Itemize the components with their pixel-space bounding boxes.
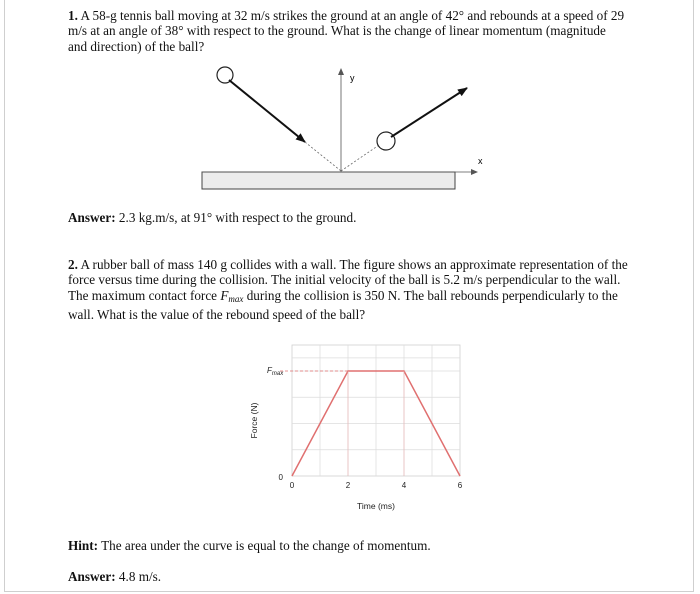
problem-2-hint (68, 538, 628, 553)
problem-1-number: 1. (68, 8, 78, 23)
problem-1-text (68, 8, 628, 54)
x-tick-label: 2 (345, 481, 351, 490)
fmax-subscript: max (228, 293, 244, 304)
x-axis-label: x (478, 156, 483, 166)
fmax-axis-label: $F_{max}$ (267, 366, 284, 377)
outgoing-path-dashed (341, 143, 382, 171)
problem-1-answer (68, 210, 628, 225)
answer-2-value: 4.8 m/s. (115, 569, 162, 584)
problem-2-text (68, 257, 628, 323)
outgoing-ball (377, 132, 395, 150)
incoming-path-dashed (305, 142, 341, 171)
x-axis-title: Time (ms) (357, 501, 395, 511)
problem-1-body: A 58-g tennis ball moving at 32 m/s strikes the ground at an angle of 42° and rebounds at a speed of 29 m/s at an angle of 38° with respect to the ground. What is the change of linear momentum (magnitude and direction) of the ball? (68, 8, 625, 54)
ground-block (202, 172, 455, 189)
problem-2-answer (68, 569, 628, 584)
hint-label: Hint: (68, 538, 99, 553)
fmax-symbol: F (220, 287, 229, 303)
answer-2-label: Answer: (68, 569, 116, 584)
force-time-chart (240, 340, 480, 520)
answer-1-label: Answer: (68, 210, 116, 225)
hint-text: The area under the curve is equal to the change of momentum. (98, 538, 431, 553)
chart-grid (292, 345, 460, 476)
y-tick-0: 0 (278, 473, 283, 482)
answer-1-value: 2.3 kg.m/s, at 91° with respect to the ground. (115, 210, 357, 225)
problem-2-body-start: A rubber ball of mass 140 g collides with a wall. The figure shows an approximate representation of the force versus time during the collision. The initial velocity of the ball is 5.2 m/s perpendicular to the wall. The maximum contact force (68, 257, 628, 303)
y-axis-title: Force (N) (249, 402, 259, 439)
x-tick-label: 0 (289, 481, 295, 490)
incoming-velocity-arrow (229, 80, 305, 142)
tennis-ball-diagram (195, 64, 495, 194)
x-tick-label: 6 (457, 481, 463, 490)
x-tick-label: 4 (401, 481, 407, 490)
problem-2-number: 2. (68, 257, 78, 272)
outgoing-velocity-arrow (391, 88, 467, 137)
problem-2-body-end: during the collision is 350 N. The ball rebounds perpendicularly to the wall. What is the value of the rebound speed of the ball? (68, 287, 618, 323)
y-axis-label: y (350, 73, 355, 83)
